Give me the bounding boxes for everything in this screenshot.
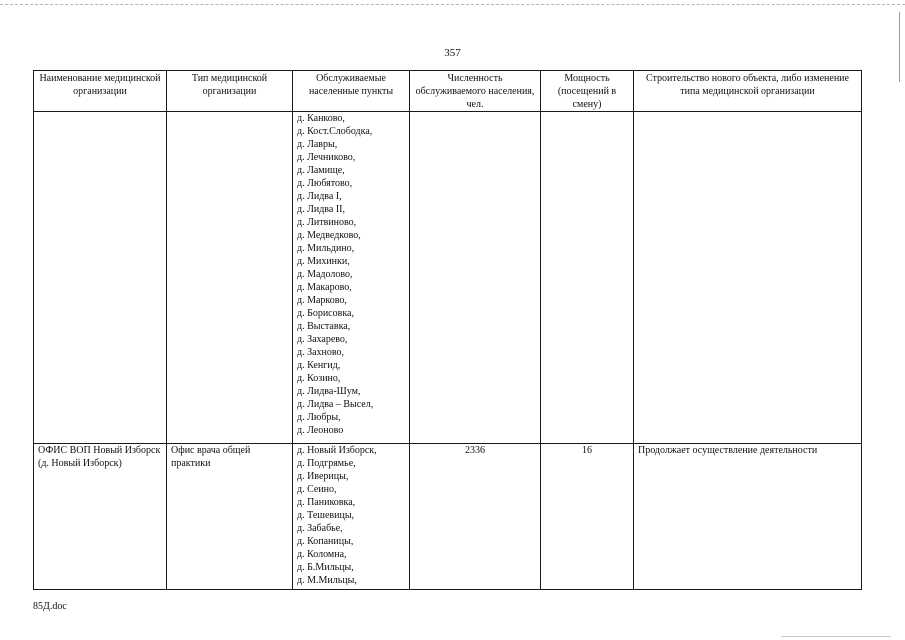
settlement-item: д. Захарево, <box>297 334 348 345</box>
settlement-item: д. Любры, <box>297 412 341 423</box>
header-org-name: Наименование медицинской организации <box>34 71 167 112</box>
scan-top-edge <box>0 4 905 6</box>
cell-population: 2336 <box>410 444 541 590</box>
settlement-item: д. Коломна, <box>297 549 347 560</box>
header-org-type: Тип медицинской организации <box>167 71 293 112</box>
settlement-item: д. Лидва II, <box>297 204 345 215</box>
settlement-item: д. Михинки, <box>297 256 350 267</box>
cell-settlements <box>293 444 410 590</box>
header-row <box>34 71 862 112</box>
header-population: Численность обслуживаемого населения, чел. <box>410 71 541 112</box>
table-header <box>34 71 862 112</box>
settlement-item: д. Литвиново, <box>297 217 357 228</box>
settlement-item: д. М.Мильцы, <box>297 575 357 586</box>
settlement-item: д. Забабье, <box>297 523 343 534</box>
cell-capacity <box>541 112 634 444</box>
settlement-item: д. Лидва – Высел, <box>297 399 374 410</box>
cell-org-type: Офис врача общей практики <box>167 444 293 590</box>
page-number: 357 <box>444 47 461 59</box>
scan-bottom-edge <box>781 636 891 638</box>
settlement-item: д. Лечниково, <box>297 152 356 163</box>
settlement-item: д. Кенгид, <box>297 360 341 371</box>
table-body <box>34 112 862 590</box>
settlement-item: д. Сеино, <box>297 484 337 495</box>
cell-construction: Продолжает осуществление деятельности <box>634 444 862 590</box>
footer-file-name: 85Д.doc <box>33 601 67 612</box>
settlement-item: д. Мадолово, <box>297 269 353 280</box>
settlement-item: д. Новый Изборск, <box>297 445 377 456</box>
settlement-item: д. Лидва I, <box>297 191 342 202</box>
table-row <box>34 112 862 444</box>
cell-settlements <box>293 112 410 444</box>
header-construction: Строительство нового объекта, либо изменение типа медицинской организации <box>634 71 862 112</box>
cell-population <box>410 112 541 444</box>
cell-org-name: ОФИС ВОП Новый Изборск (д. Новый Изборск) <box>34 444 167 590</box>
settlement-item: д. Паниковка, <box>297 497 356 508</box>
settlement-item: д. Иверицы, <box>297 471 349 482</box>
cell-org-type <box>167 112 293 444</box>
settlement-item: д. Б.Мильцы, <box>297 562 354 573</box>
settlement-item: д. Канково, <box>297 113 345 124</box>
settlement-item: д. Леоново <box>297 425 344 436</box>
cell-capacity: 16 <box>541 444 634 590</box>
settlement-item: д. Лавры, <box>297 139 338 150</box>
settlement-item: д. Макарово, <box>297 282 352 293</box>
settlement-item: д. Кост.Слободка, <box>297 126 373 137</box>
settlement-item: д. Выставка, <box>297 321 351 332</box>
settlement-item: д. Подгрямье, <box>297 458 356 469</box>
medical-organizations-table <box>33 70 862 590</box>
settlement-item: д. Марково, <box>297 295 347 306</box>
settlement-item: д. Ламище, <box>297 165 345 176</box>
settlement-item: д. Козино, <box>297 373 341 384</box>
settlement-item: д. Захново, <box>297 347 345 358</box>
header-settlements: Обслуживаемые населенные пункты <box>293 71 410 112</box>
table-row <box>34 444 862 590</box>
cell-construction <box>634 112 862 444</box>
settlement-item: д. Любятово, <box>297 178 353 189</box>
settlement-item: д. Борисовка, <box>297 308 354 319</box>
settlement-item: д. Копаницы, <box>297 536 354 547</box>
settlements-list <box>297 444 405 587</box>
settlement-item: д. Мильдино, <box>297 243 355 254</box>
header-capacity: Мощность (посещений в смену) <box>541 71 634 112</box>
settlement-item: д. Тешевицы, <box>297 510 355 521</box>
cell-org-name <box>34 112 167 444</box>
settlement-item: д. Лидва-Шум, <box>297 386 361 397</box>
settlements-list <box>297 112 405 437</box>
settlement-item: д. Медведково, <box>297 230 361 241</box>
